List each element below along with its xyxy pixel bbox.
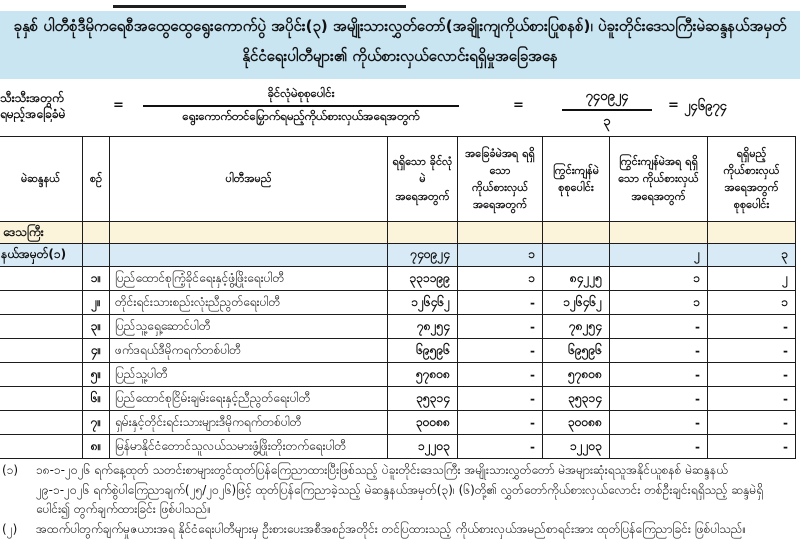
remaining-reps-cell: ၁ bbox=[610, 267, 708, 291]
quota-formula bbox=[0, 84, 800, 136]
remaining-votes-cell: ၅၇၈၀၈ bbox=[543, 363, 610, 387]
table-row bbox=[0, 291, 796, 315]
total-reps-cell: ၂ bbox=[708, 267, 796, 291]
valid-votes-cell: ၁၂၆၄၆၂ bbox=[388, 291, 458, 315]
footnote-text-line: အထက်ပါတွက်ချက်မှုဇယားအရ နိုင်ငံရေးပါတီများမှ ဦးစားပေးအစီအစဉ်အတိုင်း တင်ပြထားသည့် ကိုယ်စားလှယ်အမည်စာရင်းအား ထုတ်ပြန်ကြေညာခြင်း ဖြစ်ပါသည်။ bbox=[36, 521, 747, 536]
serial-cell: ၃။ bbox=[83, 315, 110, 339]
party-name-cell: ပြည်ထောင်စုငြိမ်းချမ်းရေးနှင့်ညီညွတ်ရေးပါတီ bbox=[110, 387, 388, 411]
valid-votes-cell: ၁၂၂၀၃ bbox=[388, 435, 458, 459]
total-reps-cell: - bbox=[708, 411, 796, 435]
formula-numerator: ခိုင်လုံမဲစုစုပေါင်း bbox=[267, 86, 335, 100]
serial-cell: ၆။ bbox=[83, 387, 110, 411]
summary-valid-votes: ၇၄၀၉၂၄ bbox=[388, 244, 458, 267]
summary-remaining-votes bbox=[543, 244, 610, 267]
remaining-votes-cell: ၈၄၂၂၅ bbox=[543, 267, 610, 291]
header-serial: စဉ် bbox=[83, 137, 110, 222]
valid-votes-cell: ၅၇၈၀၈ bbox=[388, 363, 458, 387]
valid-votes-cell: ၃၀၀၈၈ bbox=[388, 411, 458, 435]
table-row bbox=[0, 411, 796, 435]
constituency-summary-row bbox=[0, 244, 796, 267]
header-remaining-vote-reps: ကြွင်းကျန်မဲအရ ရရှိသော ကိုယ်စားလှယ် အရေအတွက် bbox=[610, 137, 708, 222]
remaining-votes-cell: ၃၀၀၈၈ bbox=[543, 411, 610, 435]
document-title-line2: နိုင်ငံရေးပါတီများ၏ ကိုယ်စားလှယ်လောင်းရရှိမှုအခြေအနေ bbox=[242, 47, 558, 65]
region-row bbox=[0, 222, 796, 244]
table-row bbox=[0, 435, 796, 459]
remaining-reps-cell: - bbox=[610, 315, 708, 339]
base-reps-cell: - bbox=[458, 387, 543, 411]
valid-votes-cell: ၇၈၂၅၄ bbox=[388, 315, 458, 339]
footnote-marker: (၁) bbox=[2, 463, 19, 477]
constituency-cell bbox=[0, 435, 83, 459]
total-reps-cell: - bbox=[708, 315, 796, 339]
remaining-votes-cell: ၁၂၆၄၆၂ bbox=[543, 291, 610, 315]
remaining-votes-cell: ၇၈၂၅၄ bbox=[543, 315, 610, 339]
summary-remaining-reps: ၂ bbox=[610, 244, 708, 267]
footnote-marker: (၂) bbox=[2, 521, 18, 536]
fraction-bar bbox=[143, 105, 459, 107]
constituency-cell bbox=[0, 315, 83, 339]
total-reps-cell: - bbox=[708, 387, 796, 411]
remaining-reps-cell: ၁ bbox=[610, 291, 708, 315]
constituency-label: နယ်အမှတ်(၁) bbox=[0, 244, 83, 267]
formula-label-line2: ရမည့်အခြေခံမဲ bbox=[0, 107, 66, 121]
base-reps-cell: - bbox=[458, 411, 543, 435]
formula-denominator: ရွေးကောက်တင်မြှောက်ရမည့်ကိုယ်စားလှယ်အရေအတွက် bbox=[182, 109, 420, 123]
serial-cell: ၄။ bbox=[83, 339, 110, 363]
remaining-votes-cell: ၆၉၅၉၆ bbox=[543, 339, 610, 363]
valid-votes-cell: ၆၉၅၉၆ bbox=[388, 339, 458, 363]
fraction-bar bbox=[562, 109, 652, 111]
summary-base-reps: ၁ bbox=[458, 244, 543, 267]
base-reps-cell: ၁ bbox=[458, 267, 543, 291]
base-reps-cell: - bbox=[458, 291, 543, 315]
party-name-cell: ပြည်ထောင်စုကြံ့ခိုင်ရေးနှင့်ဖွံ့ဖြိုးရေးပါတီ bbox=[110, 267, 388, 291]
constituency-cell bbox=[0, 411, 83, 435]
header-party-name: ပါတီအမည် bbox=[110, 137, 388, 222]
table-row bbox=[0, 339, 796, 363]
header-valid-votes: ရရှိသော ခိုင်လုံမဲ အရေအတွက် bbox=[388, 137, 458, 222]
remaining-reps-cell: - bbox=[610, 435, 708, 459]
valid-votes-cell: ၃၃၁၁၉၉ bbox=[388, 267, 458, 291]
party-name-cell: ရှမ်းနှင့်တိုင်းရင်းသားများဒီမိုကရက်တစ်ပါတီ bbox=[110, 411, 388, 435]
header-total-reps: ရရှိမည့် ကိုယ်စားလှယ် အရေအတွက် စုစုပေါင်း bbox=[708, 137, 796, 222]
formula-label-line1: သီးသီးအတွက် bbox=[0, 91, 64, 105]
footnote-text-line: ၁၈-၁-၂၀၂၆ ရက်နေ့ထုတ် သတင်းစာများတွင်ထုတ်ပြန်ကြေညာထားပြီးဖြစ်သည့် ပဲခူးတိုင်းဒေသကြီး အမျိုးသားလွှတ်တော် မဲအများဆုံးရသူအနိုင်ယူစနစ် မဲဆန္ဒနယ် bbox=[36, 463, 728, 477]
formula-value-denominator: ၃ bbox=[603, 114, 611, 129]
remaining-reps-cell: - bbox=[610, 339, 708, 363]
remaining-votes-cell: ၃၅၃၁၄ bbox=[543, 387, 610, 411]
document-title-line1: ခုနှစ် ပါတီစုံဒီမိုကရေစီအထွေထွေရွေးကောက်ပွဲ အပိုင်း(၃) အမျိုးသားလွှတ်တော်(အချိုးကျကိုယ်စားပြုစနစ်)၊ ပဲခူးတိုင်းဒေသကြီးမဲဆန္ဒနယ်အမှတ် bbox=[13, 17, 787, 35]
table-row bbox=[0, 315, 796, 339]
header-constituency: မဲဆန္ဒနယ် bbox=[0, 137, 83, 222]
total-reps-cell: - bbox=[708, 435, 796, 459]
remaining-votes-cell: ၁၂၂၀၃ bbox=[543, 435, 610, 459]
party-name-cell: ပြည်သူ့ရှေ့ဆောင်ပါတီ bbox=[110, 315, 388, 339]
formula-fraction-values bbox=[562, 88, 652, 132]
footnote-2 bbox=[2, 520, 800, 540]
table-row bbox=[0, 267, 796, 291]
serial-cell: ၈။ bbox=[83, 435, 110, 459]
footnote-1 bbox=[2, 461, 800, 520]
region-label: ဒေသကြီး bbox=[0, 222, 83, 244]
constituency-cell bbox=[0, 291, 83, 315]
footnote-text-line: ပေါင်း၍ တွက်ချက်ထားခြင်း ဖြစ်ပါသည်။ bbox=[36, 502, 211, 516]
party-name-cell: တိုင်းရင်းသားစည်းလုံးညီညွတ်ရေးပါတီ bbox=[110, 291, 388, 315]
equals-sign: = bbox=[513, 98, 524, 113]
results-table bbox=[0, 136, 796, 459]
equals-sign: = bbox=[113, 98, 124, 113]
footnotes bbox=[2, 461, 800, 539]
serial-cell: ၅။ bbox=[83, 363, 110, 387]
summary-total-reps: ၃ bbox=[708, 244, 796, 267]
table-row bbox=[0, 363, 796, 387]
remaining-reps-cell: - bbox=[610, 411, 708, 435]
constituency-cell bbox=[0, 387, 83, 411]
total-reps-cell: ၁ bbox=[708, 291, 796, 315]
constituency-cell bbox=[0, 363, 83, 387]
party-name-cell: ဖက်ဒရယ်ဒီမိုကရက်တစ်ပါတီ bbox=[110, 339, 388, 363]
remaining-reps-cell: - bbox=[610, 387, 708, 411]
remaining-reps-cell: - bbox=[610, 363, 708, 387]
formula-value-numerator: ၇၄၀၉၂၄ bbox=[585, 89, 629, 104]
party-name-cell: မြန်မာနိုင်ငံတောင်သူလယ်သမားဖွံ့ဖြိုးတိုးတက်ရေးပါတီ bbox=[110, 435, 388, 459]
table-row bbox=[0, 387, 796, 411]
equals-sign: = bbox=[668, 98, 679, 113]
footnote-text-line: ၂၉-၁-၂၀၂၆ ရက်စွဲပါကြေညာချက်(၂၅/၂၀၂၆)ဖြင့် ထုတ်ပြန်ကြေညာခဲ့သည့် မဲဆန္ဒနယ်အမှတ်(၃)၊ (၆)တို့၏ လွှတ်တော်ကိုယ်စားလှယ်လောင်း တစ်ဦးချင်းရရှိသည့် ဆန္ဒမဲရှိ bbox=[36, 482, 764, 497]
serial-cell: ၂။ bbox=[83, 291, 110, 315]
total-reps-cell: - bbox=[708, 363, 796, 387]
top-rule-line bbox=[113, 5, 406, 8]
constituency-cell bbox=[0, 339, 83, 363]
total-reps-cell: - bbox=[708, 339, 796, 363]
base-reps-cell: - bbox=[458, 315, 543, 339]
formula-label bbox=[0, 90, 110, 122]
serial-cell: ၇။ bbox=[83, 411, 110, 435]
formula-result: ၂၄၆၉၇၄ bbox=[684, 99, 727, 114]
header-base-vote-reps: အခြေခံမဲအရ ရရှိသော ကိုယ်စားလှယ် အရေအတွက် bbox=[458, 137, 543, 222]
header-row bbox=[0, 137, 796, 222]
valid-votes-cell: ၃၅၃၁၄ bbox=[388, 387, 458, 411]
base-reps-cell: - bbox=[458, 339, 543, 363]
formula-fraction-words bbox=[143, 86, 459, 126]
title-banner bbox=[0, 11, 800, 79]
header-remaining-votes: ကြွင်းကျန်မဲ စုစုပေါင်း bbox=[543, 137, 610, 222]
base-reps-cell: - bbox=[458, 363, 543, 387]
base-reps-cell: - bbox=[458, 435, 543, 459]
party-name-cell: ပြည်သူ့ပါတီ bbox=[110, 363, 388, 387]
serial-cell: ၁။ bbox=[83, 267, 110, 291]
constituency-cell bbox=[0, 267, 83, 291]
